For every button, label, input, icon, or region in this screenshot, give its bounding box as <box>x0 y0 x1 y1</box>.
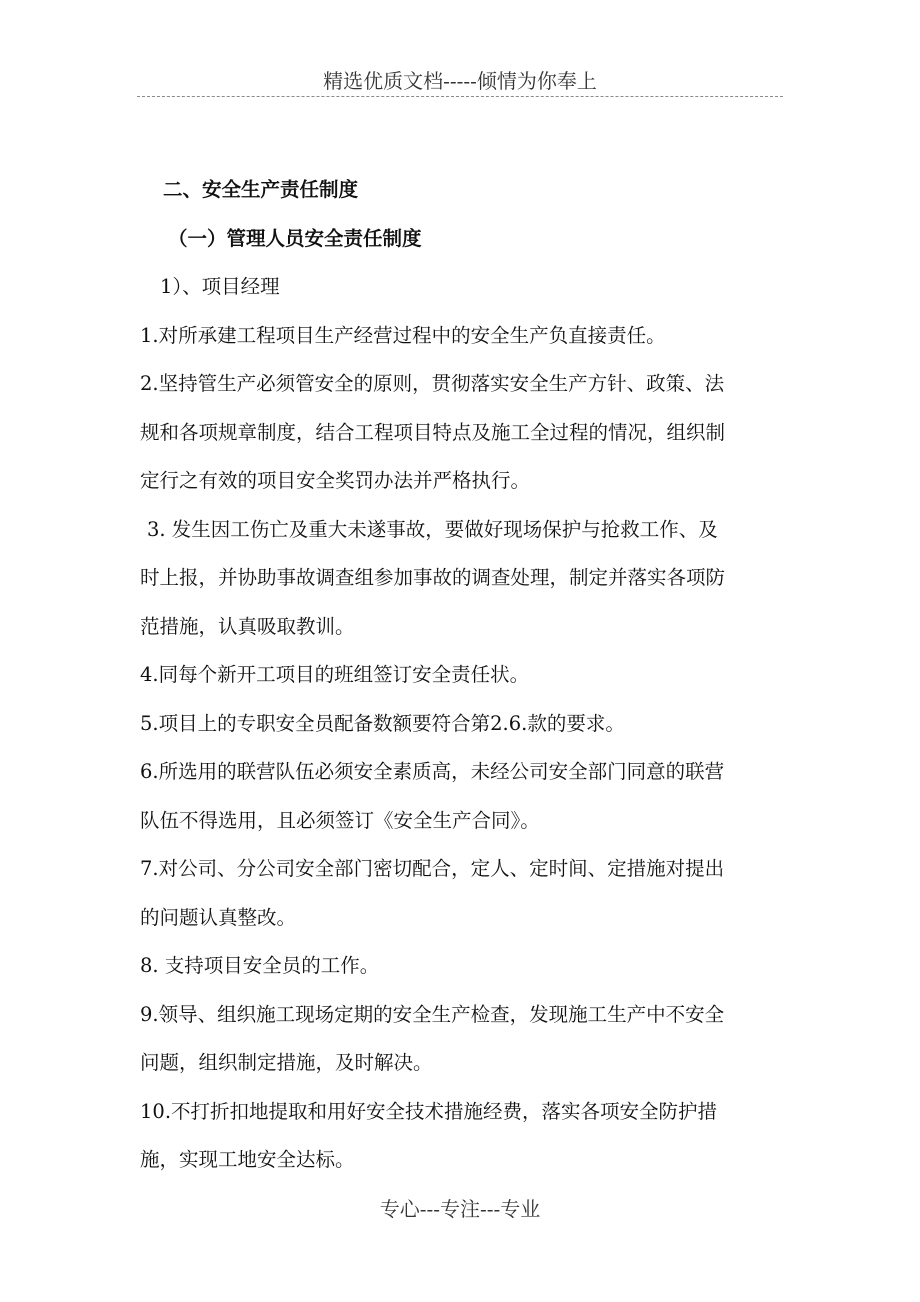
footer-text: 专心---专注---专业 <box>379 1197 541 1221</box>
paragraph-8-line-1: 8. 支持项目安全员的工作。 <box>140 954 380 977</box>
paragraph-6-line-1: 6.所选用的联营队伍必须安全素质高，未经公司安全部门同意的联营 <box>140 760 725 783</box>
paragraph-2-line-3: 定行之有效的项目安全奖罚办法并严格执行。 <box>140 469 531 492</box>
paragraph-6-line-2: 队伍不得选用，且必须签订《安全生产合同》。 <box>140 808 540 832</box>
paragraph-9-line-2: 问题，组织制定措施，及时解决。 <box>140 1051 433 1074</box>
paragraph-2-line-1: 2.坚持管生产必须管安全的原则，贯彻落实安全生产方针、政策、法 <box>140 372 725 395</box>
role-heading: 1）、项目经理 <box>160 275 280 298</box>
paragraph-3-line-1: 3. 发生因工伤亡及重大未遂事故，要做好现场保护与抢救工作、及 <box>147 517 718 541</box>
header-text: 精选优质文档-----倾情为你奉上 <box>323 69 597 93</box>
paragraph-2-line-2: 规和各项规章制度，结合工程项目特点及施工全过程的情况，组织制 <box>140 420 726 444</box>
paragraph-3-line-2: 时上报，并协助事故调查组参加事故的调查处理，制定并落实各项防 <box>140 566 726 589</box>
page-header <box>137 66 783 97</box>
section-title: 二、安全生产责任制度 <box>163 178 359 201</box>
paragraph-7-line-2: 的问题认真整改。 <box>140 905 297 929</box>
paragraph-10-line-1: 10.不打折扣地提取和用好安全技术措施经费，落实各项安全防护措 <box>140 1099 718 1123</box>
paragraph-4-line-1: 4.同每个新开工项目的班组签订安全责任状。 <box>140 663 530 686</box>
paragraph-7-line-1: 7.对公司、分公司安全部门密切配合，定人、定时间、定措施对提出 <box>140 857 725 880</box>
paragraph-5-line-1: 5.项目上的专职安全员配备数额要符合第2.6.款的要求。 <box>140 711 625 735</box>
document-body <box>140 166 785 1185</box>
paragraph-3-line-3: 范措施，认真吸取教训。 <box>140 614 355 638</box>
paragraph-10-line-2: 施，实现工地安全达标。 <box>140 1148 355 1171</box>
paragraph-9-line-1: 9.领导、组织施工现场定期的安全生产检查，发现施工生产中不安全 <box>140 1002 725 1026</box>
section-subtitle: （一）管理人员安全责任制度 <box>168 226 422 250</box>
page-footer <box>137 1194 783 1224</box>
paragraph-1-line-1: 1.对所承建工程项目生产经营过程中的安全生产负直接责任。 <box>140 323 666 347</box>
